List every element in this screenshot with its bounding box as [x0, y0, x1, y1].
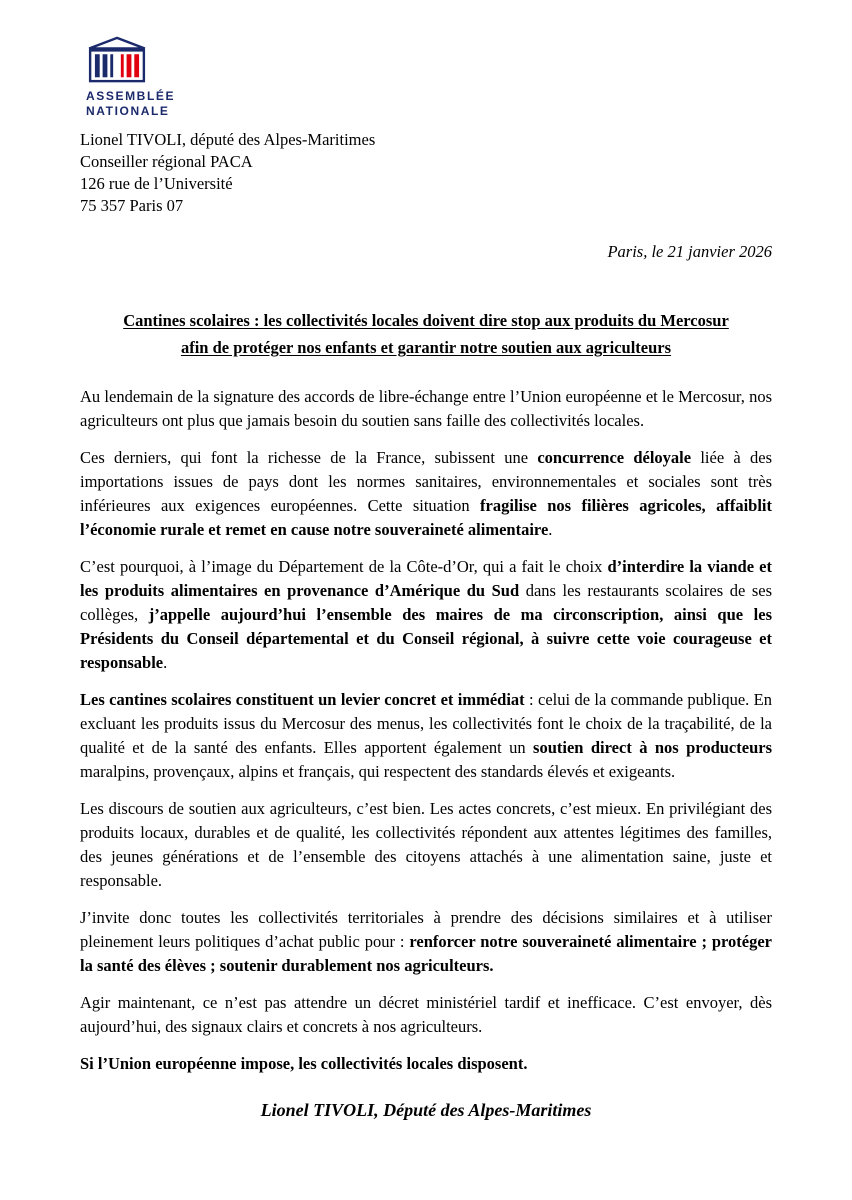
bold-text-run: d’interdire la viande et les produits alimentaires en provenance d’Amérique du Sud — [80, 557, 772, 600]
paragraph — [80, 446, 772, 542]
paragraph — [80, 991, 772, 1039]
bold-text-run: renforcer notre souveraineté alimentaire ; protéger la santé des élèves ; soutenir durablement nos agriculteurs. — [80, 932, 772, 975]
paragraph — [80, 797, 772, 893]
sender-street-line: 126 rue de l’Université — [80, 174, 233, 193]
bold-text-run: j’appelle aujourd’hui l’ensemble des maires de ma circonscription, ainsi que les Présidents du Conseil départemental et du Conseil régional, à suivre cette voie courageuse et responsable — [80, 605, 772, 672]
bold-text-run: soutien direct à nos producteurs — [533, 738, 772, 757]
text-run: dans les restaurants scolaires de ses collèges, — [80, 581, 772, 624]
paragraph — [80, 385, 772, 433]
sender-name-line: Lionel TIVOLI, député des Alpes-Maritimes — [80, 130, 376, 149]
bold-text-run: concurrence déloyale — [537, 448, 692, 467]
bold-text-run: fragilise nos filières agricoles, affaiblit l’économie rurale et remet en cause notre souveraineté alimentaire — [80, 496, 772, 539]
document-title — [80, 307, 772, 361]
text-run: . — [163, 653, 168, 672]
letter-body — [80, 385, 772, 1076]
paragraph — [80, 555, 772, 675]
bold-text-run: Si l’Union européenne impose, les collectivités locales disposent. — [80, 1054, 528, 1073]
text-run: C’est pourquoi, à l’image du Département de la Côte-d’Or, qui a fait le choix — [80, 557, 608, 576]
text-run: liée à des importations issues de pays dont les normes sanitaires, environnementales et sociales sont très inférieures aux exigences européennes. Cette situation — [80, 448, 772, 515]
text-run: Les discours de soutien aux agriculteurs, c’est bien. Les actes concrets, c’est mieux. En privilégiant des produits locaux, durables et de qualité, les collectivités répondent aux attentes légitimes des familles, des jeunes générations et de l’ensemble des citoyens attachés à une alimentation saine, juste et responsable. — [80, 799, 772, 890]
text-run: : celui de la commande publique. En excluant les produits issus du Mercosur des menus, les collectivités font le choix de la traçabilité, de la qualité et de la santé des enfants. Elles apportent également un — [80, 690, 772, 757]
signature: Lionel TIVOLI, Député des Alpes-Maritimes — [260, 1100, 592, 1120]
assemblee-nationale-building-icon — [86, 36, 148, 84]
paragraph — [80, 906, 772, 978]
letterhead — [80, 36, 772, 217]
text-run: J’invite donc toutes les collectivités territoriales à prendre des décisions similaires et à utiliser pleinement leurs politiques d’achat public pour : — [80, 908, 772, 951]
org-name-line1: ASSEMBLÉE — [86, 89, 176, 103]
bold-text-run: Les cantines scolaires constituent un levier concret et immédiat — [80, 690, 525, 709]
paragraph — [80, 1052, 772, 1076]
org-wordmark — [86, 89, 236, 119]
dateline: Paris, le 21 janvier 2026 — [607, 242, 772, 261]
sender-block — [80, 129, 772, 217]
paragraph — [80, 688, 772, 784]
assemblee-nationale-logo — [86, 36, 236, 119]
text-run: Ces derniers, qui font la richesse de la France, subissent une — [80, 448, 538, 467]
sender-city-line: 75 357 Paris 07 — [80, 196, 184, 215]
text-run: Agir maintenant, ce n’est pas attendre un décret ministériel tardif et inefficace. C’est envoyer, dès aujourd’hui, des signaux clairs et concrets à nos agriculteurs. — [80, 993, 772, 1036]
text-run: maralpins, provençaux, alpins et français, qui respectent des standards élevés et exigeants. — [80, 762, 676, 781]
document-title-line1: Cantines scolaires : les collectivités locales doivent dire stop aux produits du Mercosur — [123, 311, 729, 330]
document-title-line2: afin de protéger nos enfants et garantir notre soutien aux agriculteurs — [180, 338, 672, 357]
text-run: . — [548, 520, 553, 539]
sender-title-line: Conseiller régional PACA — [80, 152, 253, 171]
text-run: Au lendemain de la signature des accords de libre-échange entre l’Union européenne et le Mercosur, nos agriculteurs ont plus que jamais besoin du soutien sans faille des collectivités locales. — [80, 387, 772, 430]
org-name-line2: NATIONALE — [86, 104, 170, 118]
